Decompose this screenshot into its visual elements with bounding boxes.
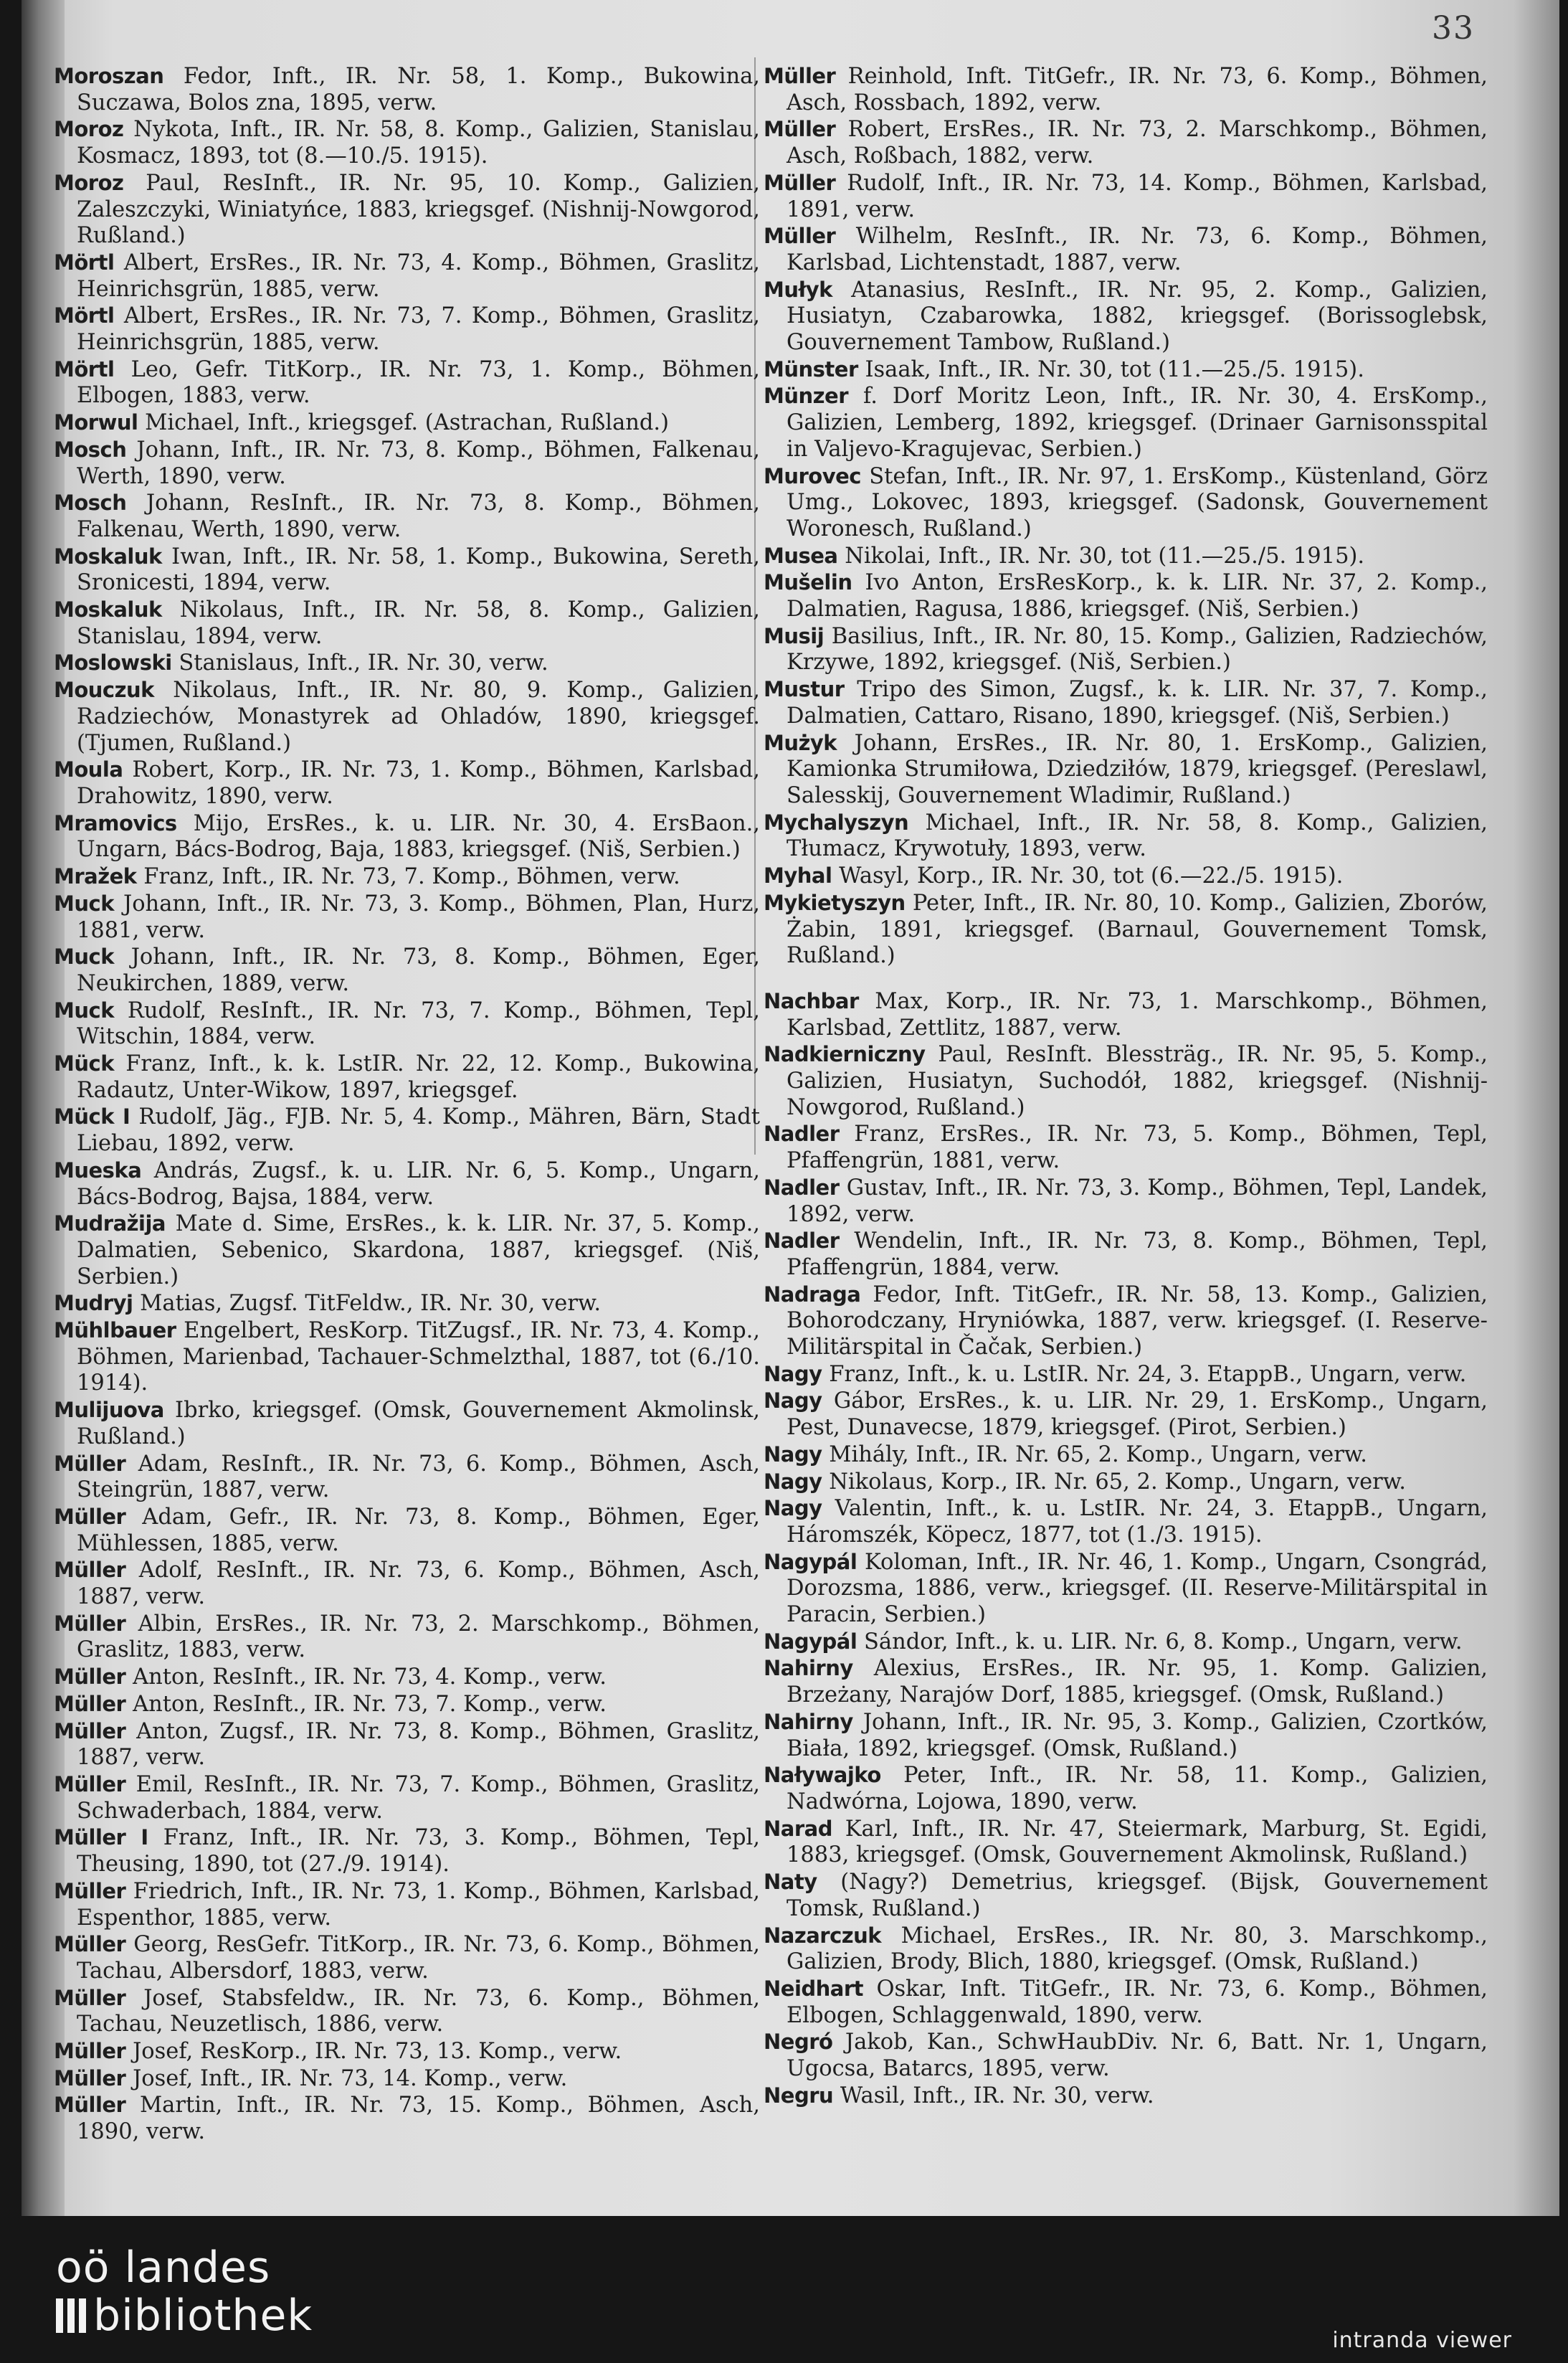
entry-surname: Murovec (764, 463, 861, 488)
entry-surname: Mużyk (764, 730, 837, 755)
entry-details: Josef, Stabsfeldw., IR. Nr. 73, 6. Komp., Böhmen, Tachau, Neuzetlisch, 1886, verw. (77, 1985, 760, 2037)
entry-details: Fedor, Inft., IR. Nr. 58, 1. Komp., Bukowina, Suczawa, Bolos zna, 1895, verw. (77, 64, 760, 115)
entry-surname: Moslowski (54, 650, 172, 676)
entry-surname: Müller (54, 1691, 126, 1716)
entry-surname: Müller (54, 1611, 126, 1636)
register-entry (54, 597, 760, 650)
entry-details: Anton, ResInft., IR. Nr. 73, 4. Komp., verw. (133, 1664, 607, 1690)
entry-surname: Mudryj (54, 1291, 133, 1316)
entry-details: Nikolaus, Inft., IR. Nr. 58, 8. Komp., Galizien, Stanislau, 1894, verw. (77, 597, 760, 649)
entry-surname: Mustur (764, 677, 845, 702)
entry-surname: Müller (764, 64, 836, 88)
entry-surname: Nadler (764, 1122, 840, 1147)
entry-details: Ibrko, kriegsgef. (Omsk, Gouvernement Akmolinsk, Rußland.) (77, 1398, 760, 1449)
logo-line-1: oö landes (56, 2243, 271, 2293)
entry-details: Valentin, Inft., k. u. LstIR. Nr. 24, 3. EtappB., Ungarn, Háromszék, Köpecz, 1877, tot (1./3. 1915). (787, 1496, 1488, 1548)
entry-details: Fedor, Inft. TitGefr., IR. Nr. 58, 13. Komp., Galizien, Bohorodczany, Hryniówka, 1887, verw. kriegsgef. (I. Reserve-Militärspital in Čačak, Serbien.) (787, 1282, 1488, 1360)
register-entry (54, 2065, 760, 2093)
entry-surname: Musij (764, 623, 825, 648)
entry-details: Gustav, Inft., IR. Nr. 73, 3. Komp., Böhmen, Tepl, Landek, 1892, verw. (787, 1175, 1488, 1227)
register-entry (764, 676, 1488, 729)
entry-surname: Müller (54, 1878, 126, 1903)
register-entry (54, 1557, 760, 1610)
register-entry (764, 863, 1488, 890)
entry-details: Ivo Anton, ErsResKorp., k. k. LIR. Nr. 37, 2. Komp., Dalmatien, Ragusa, 1886, kriegsgef. (Niš, Serbien.) (787, 570, 1488, 622)
entry-details: Wasil, Inft., IR. Nr. 30, verw. (840, 2083, 1154, 2108)
register-entry (54, 409, 760, 437)
entry-details: Peter, Inft., IR. Nr. 80, 10. Komp., Galizien, Zborów, Żabin, 1891, kriegsgef. (Barnaul, Gouvernement Tomsk, Rußland.) (787, 890, 1488, 969)
entry-surname: Müller (54, 1558, 126, 1583)
entry-surname: Mörtl (54, 250, 115, 275)
register-entry (764, 1175, 1488, 1228)
entry-details: Johann, ErsRes., IR. Nr. 80, 1. ErsKomp., Galizien, Kamionka Strumiłowa, Dziedziłów, 1879, kriegsgef. (Pereslawl, Salesskij, Gouvernement Wladimir, Rußland.) (787, 730, 1488, 808)
register-entry (764, 63, 1488, 116)
entry-details: Michael, ErsRes., IR. Nr. 80, 3. Marschkomp., Galizien, Brody, Blich, 1880, kriegsgef. (Omsk, Rußland.) (787, 1923, 1488, 1975)
register-entry (764, 170, 1488, 223)
entry-details: (Nagy?) Demetrius, kriegsgef. (Bijsk, Gouvernement Tomsk, Rußland.) (787, 1870, 1488, 1921)
entry-details: f. Dorf Moritz Leon, Inft., IR. Nr. 30, 4. ErsKomp., Galizien, Lemberg, 1892, kriegsgef. (Drinaer Garnisonsspital in Valjevo-Kragujevac, Serbien.) (787, 384, 1488, 462)
entry-surname: Mörtl (54, 303, 115, 328)
register-entry (764, 116, 1488, 169)
entry-surname: Mudražija (54, 1211, 166, 1236)
register-entry (54, 1985, 760, 2038)
entry-surname: Muck (54, 891, 114, 916)
register-entry (54, 1824, 760, 1877)
entry-details: Basilius, Inft., IR. Nr. 80, 15. Komp., Galizien, Radziechów, Krzywe, 1892, kriegsgef. (Niš, Serbien.) (787, 623, 1488, 676)
register-entry (764, 463, 1488, 543)
entry-details: Engelbert, ResKorp. TitZugsf., IR. Nr. 73, 4. Komp., Böhmen, Marienbad, Tachauer-Schmelzthal, 1887, tot (6./10. 1914). (77, 1318, 760, 1396)
register-entry (54, 437, 760, 490)
entry-details: Koloman, Inft., IR. Nr. 46, 1. Komp., Ungarn, Csongrád, Dorozsma, 1886, verw., kriegsgef. (II. Reserve-Militärspital in Paracin, Serbien.) (787, 1549, 1488, 1628)
entry-details: Adam, Gefr., IR. Nr. 73, 8. Komp., Böhmen, Eger, Mühlessen, 1885, verw. (77, 1504, 760, 1556)
entry-details: Adolf, ResInft., IR. Nr. 73, 6. Komp., Böhmen, Asch, 1887, verw. (77, 1558, 760, 1610)
entry-surname: Mühlbauer (54, 1318, 176, 1343)
entry-surname: Müller (54, 2065, 126, 2090)
entry-surname: Müller (54, 1718, 126, 1743)
logo-line-2: bibliothek (93, 2291, 313, 2341)
entry-surname: Negru (764, 2083, 834, 2108)
register-entry (764, 543, 1488, 570)
entry-details: Iwan, Inft., IR. Nr. 58, 1. Komp., Bukowina, Sereth, Sronicesti, 1894, verw. (77, 544, 760, 596)
register-entry (764, 1388, 1488, 1441)
entry-surname: Moroszan (54, 64, 164, 88)
entry-surname: Morwul (54, 410, 138, 435)
register-entry (764, 1228, 1488, 1281)
entry-details: Johann, ResInft., IR. Nr. 73, 8. Komp., Böhmen, Falkenau, Werth, 1890, verw. (77, 491, 760, 542)
register-entry (764, 569, 1488, 622)
entry-surname: Nagy (764, 1361, 822, 1386)
entry-details: Mijo, ErsRes., k. u. LIR. Nr. 30, 4. ErsBaon., Ungarn, Bács-Bodrog, Baja, 1883, kriegsgef. (Niš, Serbien.) (77, 810, 760, 863)
entry-details: Jakob, Kan., SchwHaubDiv. Nr. 6, Batt. Nr. 1, Ungarn, Ugocsa, Batarcs, 1895, verw. (787, 2030, 1488, 2082)
entry-surname: Moula (54, 757, 123, 782)
register-entry (764, 1869, 1488, 1922)
register-entry (54, 1051, 760, 1104)
entry-surname: Mychalyszyn (764, 810, 909, 835)
entry-surname: Müller (54, 1664, 126, 1690)
register-entry (764, 1709, 1488, 1762)
register-entry (54, 303, 760, 356)
entry-details: Josef, Inft., IR. Nr. 73, 14. Komp., verw. (133, 2065, 568, 2091)
register-entry (54, 757, 760, 810)
entry-surname: Nagy (764, 1388, 822, 1413)
entry-details: Nykota, Inft., IR. Nr. 58, 8. Komp., Galizien, Stanislau, Kosmacz, 1893, tot (8.—10./5. 1915). (77, 117, 760, 169)
entry-surname: Nadler (764, 1228, 840, 1254)
entry-details: Adam, ResInft., IR. Nr. 73, 6. Komp., Böhmen, Asch, Steingrün, 1887, verw. (77, 1451, 760, 1503)
register-entry (764, 1629, 1488, 1656)
entry-surname: Müller (764, 117, 836, 142)
register-entry (764, 988, 1488, 1041)
entry-details: Rudolf, Inft., IR. Nr. 73, 14. Komp., Böhmen, Karlsbad, 1891, verw. (787, 170, 1488, 222)
entry-details: Franz, Inft., k. k. LstIR. Nr. 22, 12. Komp., Bukowina, Radautz, Unter-Wikow, 1897, kriegsgef. (77, 1051, 760, 1103)
entry-surname: Nagypál (764, 1549, 857, 1574)
entry-surname: Nagypál (764, 1629, 857, 1654)
entry-details: Johann, Inft., IR. Nr. 73, 8. Komp., Böhmen, Falkenau, Werth, 1890, verw. (77, 437, 760, 489)
entry-surname: Nahirny (764, 1709, 853, 1734)
entry-surname: Neidhart (764, 1976, 864, 2001)
entry-surname: Müller I (54, 1825, 148, 1850)
entry-details: Rudolf, ResInft., IR. Nr. 73, 7. Komp., Böhmen, Tepl, Witschin, 1884, verw. (77, 998, 760, 1050)
entry-details: Paul, ResInft. Blessträg., IR. Nr. 95, 5. Komp., Galizien, Husiatyn, Suchodół, 1882, kriegsgef. (Nishnij-Nowgorod, Rußland.) (787, 1042, 1488, 1120)
entry-surname: Narad (764, 1816, 832, 1841)
entry-surname: Müller (54, 2039, 126, 2064)
register-entry (54, 810, 760, 863)
entry-surname: Nagy (764, 1441, 822, 1467)
entry-details: Rudolf, Jäg., FJB. Nr. 5, 4. Komp., Mähren, Bärn, Stadt Liebau, 1892, verw. (77, 1104, 761, 1157)
entry-details: Sándor, Inft., k. u. LIR. Nr. 6, 8. Komp., Ungarn, verw. (863, 1629, 1463, 1654)
entry-details: Nikolaus, Korp., IR. Nr. 65, 2. Komp., Ungarn, verw. (829, 1469, 1406, 1495)
register-entry (764, 1441, 1488, 1469)
register-entry (54, 1451, 760, 1504)
register-entry (764, 1495, 1488, 1548)
entry-surname: Nagy (764, 1469, 822, 1494)
entry-details: Johann, Inft., IR. Nr. 73, 8. Komp., Böhmen, Eger, Neukirchen, 1889, verw. (77, 944, 760, 996)
register-entry (764, 1549, 1488, 1629)
entry-details: Anton, ResInft., IR. Nr. 73, 7. Komp., verw. (133, 1691, 607, 1717)
register-entry (54, 170, 760, 250)
entry-details: Josef, ResKorp., IR. Nr. 73, 13. Komp., verw. (133, 2039, 622, 2065)
entry-details: Albert, ErsRes., IR. Nr. 73, 7. Komp., Böhmen, Graslitz, Heinrichsgrün, 1885, verw. (77, 303, 760, 356)
register-entry (764, 1762, 1488, 1815)
register-entry (764, 223, 1488, 276)
entry-details: Mate d. Sime, ErsRes., k. k. LIR. Nr. 37, 5. Komp., Dalmatien, Sebenico, Skardona, 1887, kriegsgef. (Niš, Serbien.) (77, 1211, 760, 1289)
entry-surname: Moskaluk (54, 597, 162, 622)
entry-details: Nikolai, Inft., IR. Nr. 30, tot (11.—25./5. 1915). (845, 543, 1365, 569)
register-entry (764, 1655, 1488, 1708)
entry-details: Wasyl, Korp., IR. Nr. 30, tot (6.—22./5. 1915). (839, 863, 1344, 889)
viewer-label[interactable]: intranda viewer (1332, 2328, 1512, 2353)
entry-surname: Mouczuk (54, 678, 154, 703)
register-entry (54, 1931, 760, 1984)
entry-details: Gábor, ErsRes., k. u. LIR. Nr. 29, 1. ErsKomp., Ungarn, Pest, Dunavecse, 1879, kriegsgef. (Pirot, Serbien.) (787, 1388, 1488, 1441)
entry-details: Friedrich, Inft., IR. Nr. 73, 1. Komp., Böhmen, Karlsbad, Espenthor, 1885, verw. (77, 1878, 760, 1931)
register-entry (54, 63, 760, 116)
entry-surname: Münzer (764, 384, 848, 409)
right-column (764, 63, 1488, 2109)
entry-details: Franz, Inft., k. u. LstIR. Nr. 24, 3. EtappB., Ungarn, verw. (829, 1361, 1467, 1387)
register-entry (764, 730, 1488, 810)
entry-surname: Müller (54, 1772, 126, 1796)
entry-surname: Nagy (764, 1496, 822, 1521)
entry-details: Franz, Inft., IR. Nr. 73, 3. Komp., Böhmen, Tepl, Theusing, 1890, tot (27./9. 1914). (77, 1825, 761, 1877)
entry-details: Nikolaus, Inft., IR. Nr. 80, 9. Komp., Galizien, Radziechów, Monastyrek ad Ohladów, 1890, kriegsgef. (Tjumen, Rußland.) (77, 678, 760, 756)
entry-surname: Müller (54, 1451, 126, 1476)
register-entry (54, 863, 760, 891)
entry-details: Leo, Gefr. TitKorp., IR. Nr. 73, 1. Komp., Böhmen, Elbogen, 1883, verw. (77, 356, 760, 409)
entry-details: Peter, Inft., IR. Nr. 58, 11. Komp., Galizien, Nadwórna, Lojowa, 1890, verw. (787, 1763, 1488, 1814)
entry-surname: Mułyk (764, 277, 832, 302)
entry-surname: Müller (54, 1985, 126, 2010)
entry-surname: Müller (54, 1932, 126, 1957)
entry-surname: Nachbar (764, 988, 859, 1013)
entry-surname: Mörtl (54, 356, 115, 382)
register-entry (54, 1718, 760, 1771)
entry-details: Wendelin, Inft., IR. Nr. 73, 8. Komp., Böhmen, Tepl, Pfaffengrün, 1884, verw. (787, 1228, 1488, 1280)
register-entry (54, 650, 760, 677)
register-entry (764, 1976, 1488, 2029)
page-number: 33 (1432, 10, 1475, 47)
register-entry (54, 1290, 760, 1317)
register-entry (764, 2029, 1488, 2082)
entry-surname: Mykietyszyn (764, 890, 906, 915)
register-entry (54, 891, 760, 944)
register-entry (54, 1611, 760, 1664)
entry-details: Stefan, Inft., IR. Nr. 97, 1. ErsKomp., Küstenland, Görz Umg., Lokovec, 1893, kriegsgef. (Sadonsk, Gouvernement Woronesch, Rußland.) (787, 463, 1488, 541)
entry-details: Reinhold, Inft. TitGefr., IR. Nr. 73, 6. Komp., Böhmen, Asch, Rossbach, 1892, verw. (787, 64, 1488, 115)
register-entry (764, 1041, 1488, 1121)
register-entry (54, 1317, 760, 1397)
entry-surname: Nadkierniczny (764, 1042, 926, 1067)
entry-details: Mihály, Inft., IR. Nr. 65, 2. Komp., Ungarn, verw. (829, 1441, 1367, 1467)
entry-surname: Myhal (764, 863, 832, 889)
entry-details: Stanislaus, Inft., IR. Nr. 30, verw. (179, 650, 548, 676)
register-entry (764, 383, 1488, 463)
entry-details: Franz, Inft., IR. Nr. 73, 7. Komp., Böhmen, verw. (143, 864, 680, 890)
entry-details: Tripo des Simon, Zugsf., k. k. LIR. Nr. 37, 7. Komp., Dalmatien, Cattaro, Risano, 1890, kriegsgef. (Niš, Serbien.) (787, 677, 1488, 729)
entry-surname: Nadler (764, 1175, 840, 1200)
entry-details: Michael, Inft., kriegsgef. (Astrachan, Rußland.) (145, 410, 670, 436)
entry-surname: Münster (764, 356, 858, 382)
register-entry (54, 1771, 760, 1824)
entry-surname: Moroz (54, 170, 124, 195)
register-entry (764, 1282, 1488, 1361)
register-entry (764, 2083, 1488, 2110)
entry-surname: Musea (764, 543, 838, 568)
entry-surname: Müller (764, 170, 836, 195)
register-entry (54, 1664, 760, 1691)
register-entry (54, 677, 760, 757)
entry-details: Johann, Inft., IR. Nr. 95, 3. Komp., Galizien, Czortków, Biała, 1892, kriegsgef. (Omsk, Rußland.) (787, 1709, 1488, 1761)
register-entry (764, 1469, 1488, 1496)
logo-line-2-wrapper (56, 2291, 313, 2341)
register-entry (764, 810, 1488, 863)
entry-surname: Mueska (54, 1157, 142, 1183)
entry-details: Martin, Inft., IR. Nr. 73, 15. Komp., Böhmen, Asch, 1890, verw. (77, 2093, 760, 2145)
entry-surname: Mražek (54, 864, 137, 889)
entry-details: Robert, ErsRes., IR. Nr. 73, 2. Marschkomp., Böhmen, Asch, Roßbach, 1882, verw. (787, 117, 1488, 169)
entry-details: Oskar, Inft. TitGefr., IR. Nr. 73, 6. Komp., Böhmen, Elbogen, Schlaggenwald, 1890, verw. (787, 1976, 1488, 2028)
register-entry (54, 490, 760, 543)
entry-details: Isaak, Inft., IR. Nr. 30, tot (11.—25./5. 1915). (865, 356, 1364, 382)
register-entry (54, 1104, 760, 1157)
register-entry (54, 1397, 760, 1450)
entry-surname: Nahirny (764, 1656, 853, 1681)
entry-surname: Mramovics (54, 810, 177, 835)
entry-surname: Nadraga (764, 1282, 861, 1307)
entry-details: Anton, Zugsf., IR. Nr. 73, 8. Komp., Böhmen, Graslitz, 1887, verw. (77, 1718, 760, 1771)
scanned-page (22, 0, 1559, 2216)
entry-details: Matias, Zugsf. TitFeldw., IR. Nr. 30, verw. (140, 1291, 602, 1317)
register-entry (54, 2092, 760, 2145)
entry-surname: Müller (764, 224, 836, 249)
entry-surname: Negró (764, 2030, 833, 2055)
entry-details: András, Zugsf., k. u. LIR. Nr. 6, 5. Komp., Ungarn, Bács-Bodrog, Bajsa, 1884, verw. (77, 1157, 760, 1210)
register-entry (54, 1504, 760, 1557)
entry-surname: Moskaluk (54, 544, 162, 569)
entry-surname: Müller (54, 2093, 126, 2118)
register-entry (764, 356, 1488, 384)
left-column (54, 63, 760, 2146)
entry-surname: Naływajko (764, 1763, 881, 1788)
register-entry (764, 623, 1488, 676)
entry-surname: Moroz (54, 117, 124, 142)
register-entry (764, 277, 1488, 356)
register-entry (54, 1157, 760, 1211)
entry-details: Max, Korp., IR. Nr. 73, 1. Marschkomp., Böhmen, Karlsbad, Zettlitz, 1887, verw. (787, 988, 1488, 1041)
entry-surname: Mušelin (764, 570, 852, 595)
entry-surname: Müller (54, 1504, 126, 1529)
entry-details: Atanasius, ResInft., IR. Nr. 95, 2. Komp., Galizien, Husiatyn, Czabarowka, 1882, kriegsgef. (Borissoglebsk, Gouvernement Tambow, Rußland.) (787, 277, 1488, 356)
register-entry (764, 890, 1488, 970)
register-entry (54, 2038, 760, 2065)
register-entry (54, 944, 760, 997)
entry-details: Wilhelm, ResInft., IR. Nr. 73, 6. Komp., Böhmen, Karlsbad, Lichtenstadt, 1887, verw. (787, 224, 1488, 275)
entry-details: Franz, ErsRes., IR. Nr. 73, 5. Komp., Böhmen, Tepl, Pfaffengrün, 1881, verw. (787, 1122, 1488, 1174)
entry-surname: Muck (54, 944, 114, 970)
entry-details: Robert, Korp., IR. Nr. 73, 1. Komp., Böhmen, Karlsbad, Drahowitz, 1890, verw. (77, 757, 760, 809)
register-entry (54, 116, 760, 169)
register-entry (54, 998, 760, 1051)
register-entry (54, 1211, 760, 1290)
register-entry (54, 250, 760, 303)
entry-surname: Naty (764, 1870, 817, 1895)
entry-surname: Mück I (54, 1104, 130, 1130)
entry-surname: Muck (54, 998, 114, 1023)
register-entry (764, 1816, 1488, 1869)
entry-details: Johann, Inft., IR. Nr. 73, 3. Komp., Böhmen, Plan, Hurz, 1881, verw. (77, 891, 760, 943)
logo-bars-icon (56, 2298, 86, 2333)
entry-details: Paul, ResInft., IR. Nr. 95, 10. Komp., Galizien, Zaleszczyki, Winiatyńce, 1883, kriegsgef. (Nishnij-Nowgorod, Rußland.) (77, 170, 760, 249)
register-entry (54, 1878, 760, 1931)
entry-surname: Mulijuova (54, 1398, 164, 1423)
register-entry (54, 356, 760, 409)
entry-details: Michael, Inft., IR. Nr. 58, 8. Komp., Galizien, Tłumacz, Krywotuły, 1893, verw. (787, 810, 1488, 862)
entry-surname: Nazarczuk (764, 1923, 882, 1948)
register-entry (54, 1691, 760, 1718)
entry-details: Albert, ErsRes., IR. Nr. 73, 4. Komp., Böhmen, Graslitz, Heinrichsgrün, 1885, verw. (77, 250, 760, 302)
entry-surname: Mück (54, 1051, 114, 1076)
entry-surname: Mosch (54, 491, 127, 516)
entry-details: Albin, ErsRes., IR. Nr. 73, 2. Marschkomp., Böhmen, Graslitz, 1883, verw. (77, 1611, 760, 1663)
library-logo[interactable] (56, 2245, 313, 2341)
entry-details: Alexius, ErsRes., IR. Nr. 95, 1. Komp. Galizien, Brzeżany, Narajów Dorf, 1885, kriegsgef. (Omsk, Rußland.) (787, 1656, 1488, 1708)
entry-details: Georg, ResGefr. TitKorp., IR. Nr. 73, 6. Komp., Böhmen, Tachau, Albersdorf, 1883, verw. (77, 1932, 760, 1984)
register-entry (54, 544, 760, 597)
register-entry (764, 1121, 1488, 1174)
entry-details: Karl, Inft., IR. Nr. 47, Steiermark, Marburg, St. Egidi, 1883, kriegsgef. (Omsk, Gouvernement Akmolinsk, Rußland.) (787, 1816, 1488, 1868)
entry-surname: Mosch (54, 437, 127, 462)
entry-details: Emil, ResInft., IR. Nr. 73, 7. Komp., Böhmen, Graslitz, Schwaderbach, 1884, verw. (77, 1772, 760, 1824)
register-entry (764, 1361, 1488, 1388)
register-entry (764, 1923, 1488, 1976)
